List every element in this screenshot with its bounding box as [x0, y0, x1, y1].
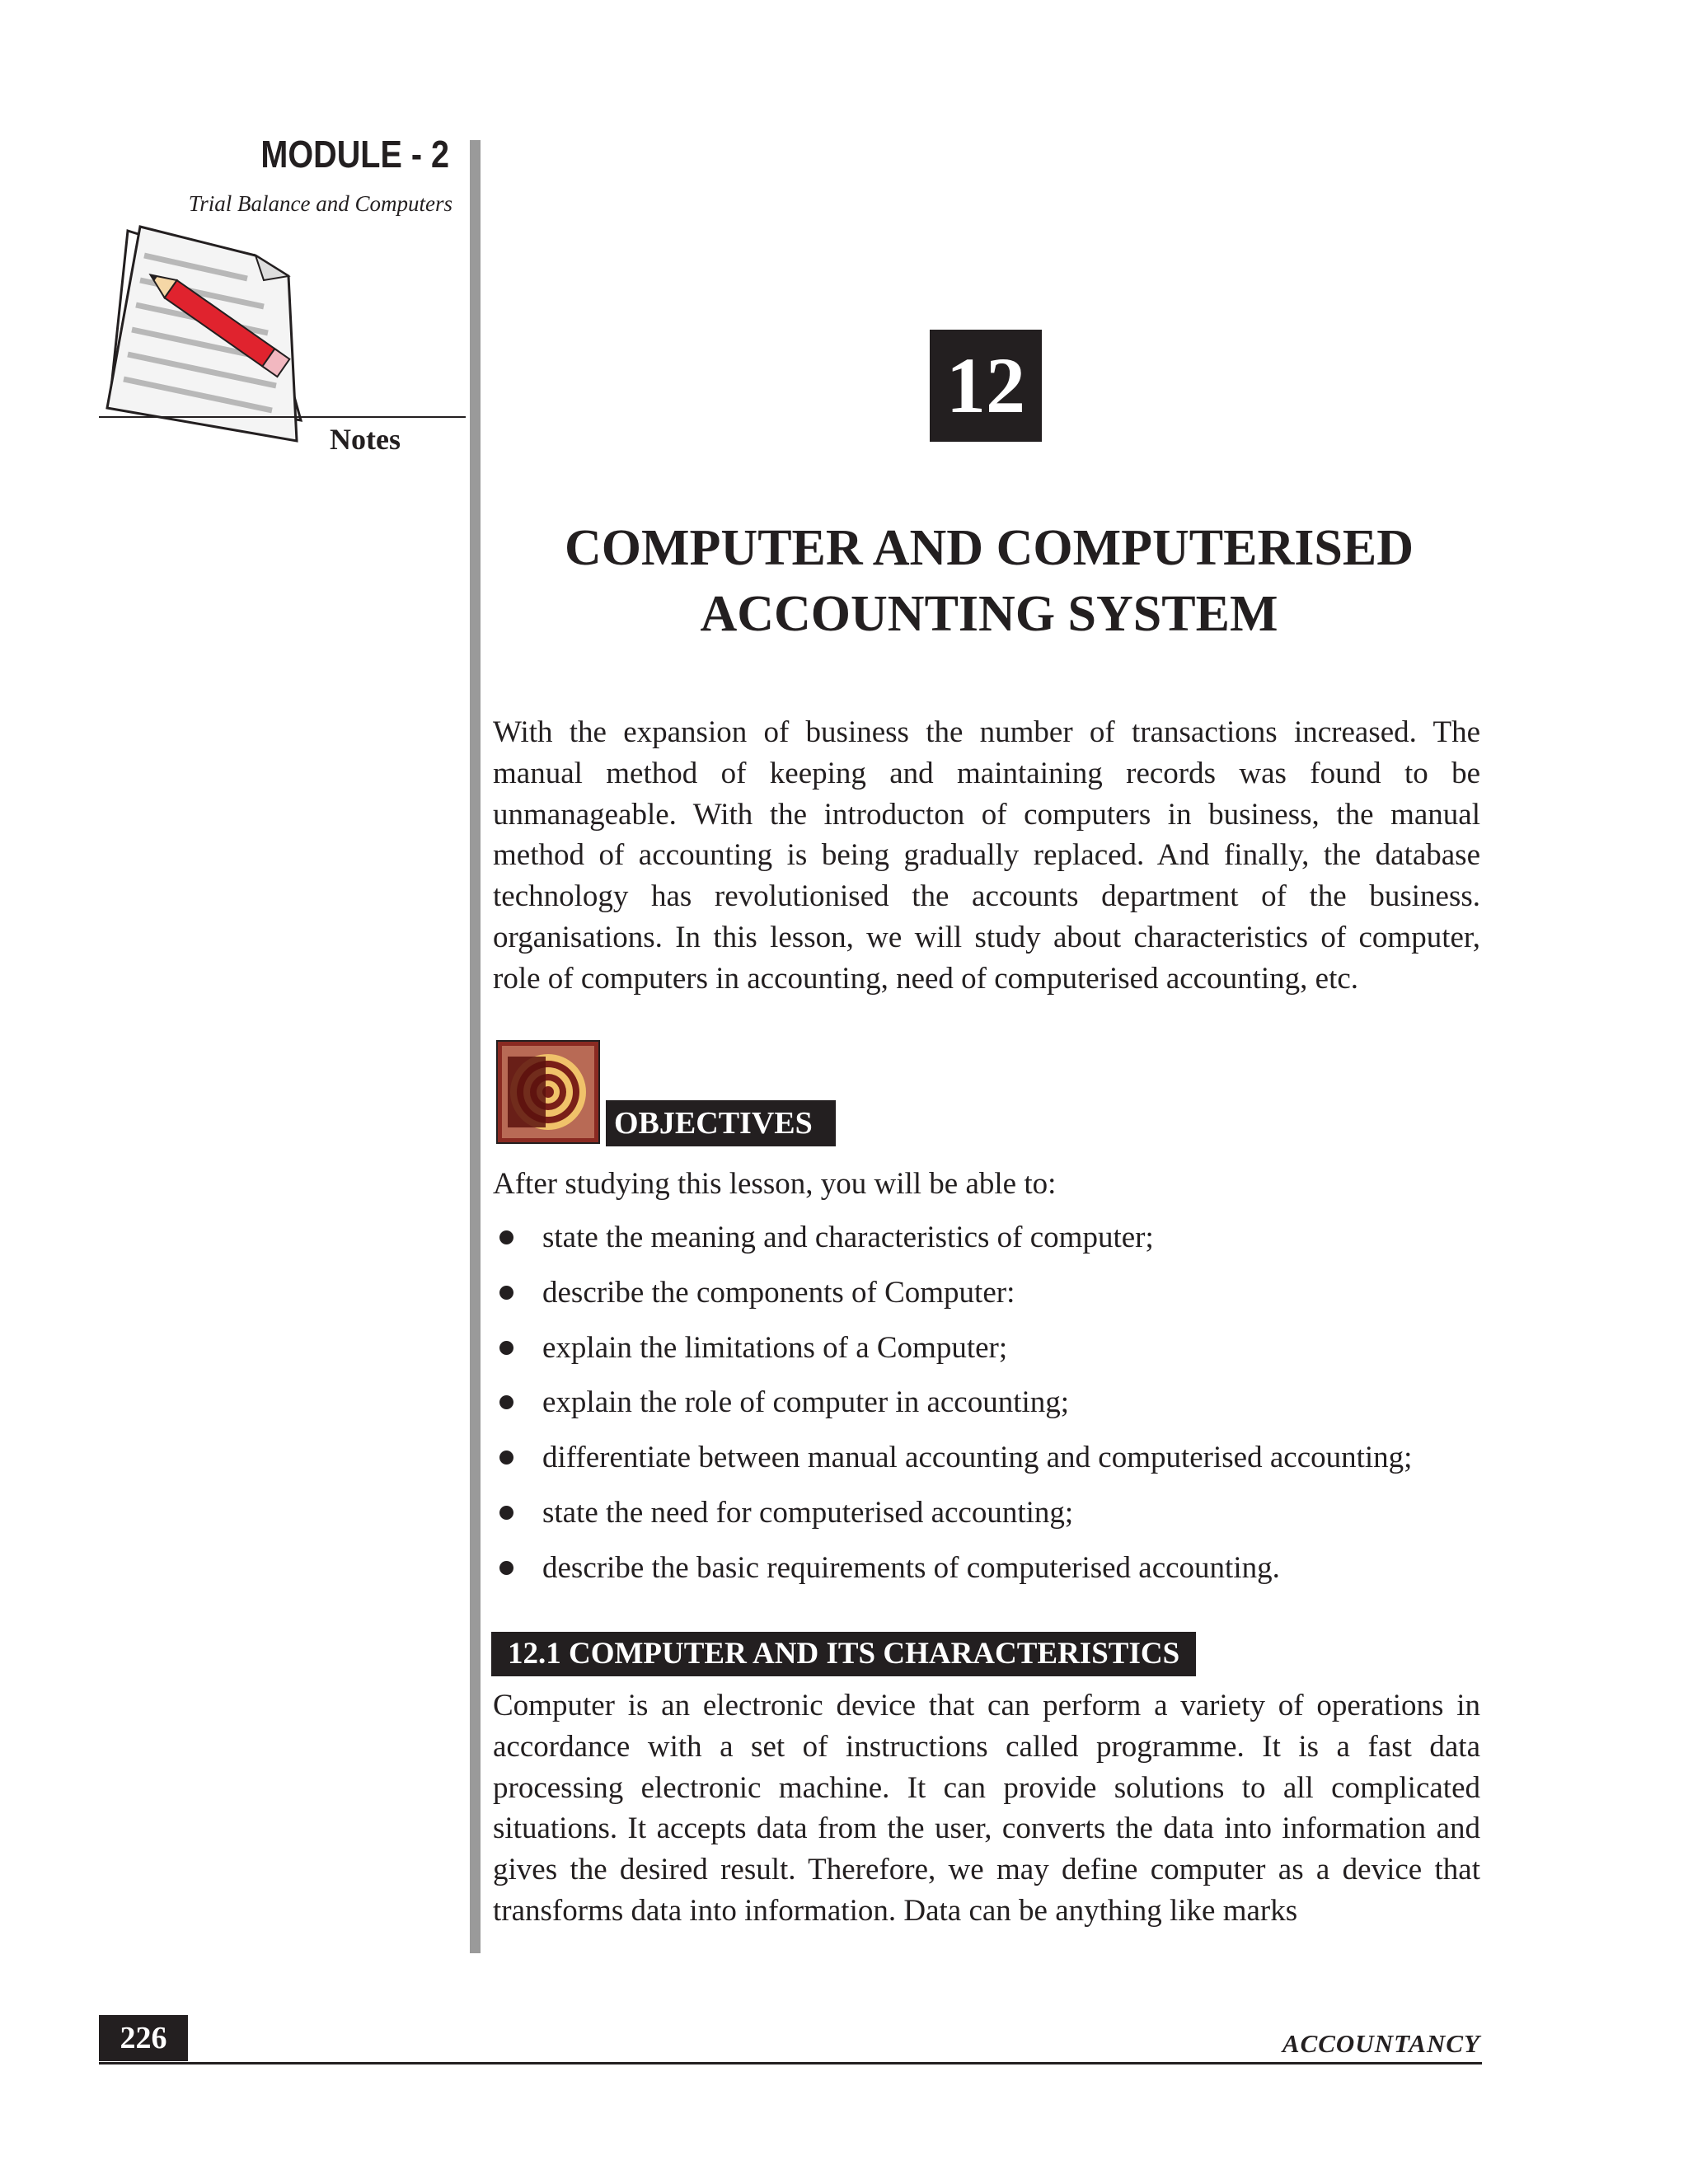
module-subtitle: Trial Balance and Computers	[188, 191, 452, 216]
bullet-icon	[499, 1451, 513, 1465]
list-item: describe the components of Computer:	[493, 1272, 1482, 1328]
objectives-intro: After studying this lesson, you will be able to:	[493, 1167, 1057, 1201]
footer-rule	[99, 2062, 1482, 2064]
target-icon	[496, 1040, 600, 1144]
section-heading: 12.1 COMPUTER AND ITS CHARACTERISTICS	[491, 1632, 1196, 1676]
objectives-list	[493, 1217, 1482, 1603]
bullet-icon	[499, 1230, 513, 1244]
section-paragraph: Computer is an electronic device that can perform a variety of operations in accordance with a set of instructions called programme. It is a fast data processing electronic machine. It can provide solutions to all complicated situations. It accepts data from the user, converts the data into information and gives the desired result. Therefore, we may define computer as a device that transforms data into information. Data can be anything like marks	[493, 1689, 1480, 1928]
list-item: explain the limitations of a Computer;	[493, 1328, 1482, 1383]
module-title: MODULE - 2	[260, 133, 449, 176]
list-item: explain the role of computer in accounting;	[493, 1382, 1482, 1437]
bullet-icon	[499, 1286, 513, 1300]
notes-label: Notes	[330, 423, 401, 456]
list-item: state the meaning and characteristics of computer;	[493, 1217, 1482, 1272]
list-item: describe the basic requirements of computerised accounting.	[493, 1548, 1482, 1603]
list-item: differentiate between manual accounting and computerised accounting;	[493, 1437, 1482, 1493]
chapter-title	[495, 515, 1484, 647]
bullet-icon	[499, 1341, 513, 1355]
chapter-title-line2: ACCOUNTING SYSTEM	[700, 586, 1278, 642]
objectives-heading: OBJECTIVES	[606, 1100, 836, 1146]
bullet-icon	[499, 1561, 513, 1575]
bullet-icon	[499, 1395, 513, 1409]
intro-paragraph: With the expansion of business the number of transactions increased. The manual method of keeping and maintaining records was found to be unmanageable. With the introducton of computers in business, the manual method of accounting is being gradually replaced. And finally, the database technology has revolutionised the accounts department of the business. organisations. In this lesson, we will study about characteristics of computer, role of computers in accounting, need of computerised accounting, etc.	[493, 715, 1480, 996]
bullet-icon	[499, 1506, 513, 1520]
chapter-number: 12	[930, 330, 1042, 442]
notes-rule	[99, 416, 466, 418]
page-number: 226	[99, 2015, 188, 2061]
margin-divider	[470, 140, 481, 1953]
footer-subject: ACCOUNTANCY	[1282, 2029, 1480, 2058]
list-item: state the need for computerised accounting;	[493, 1493, 1482, 1548]
chapter-title-line1: COMPUTER AND COMPUTERISED	[565, 520, 1414, 576]
notes-pencil-icon	[95, 223, 326, 462]
